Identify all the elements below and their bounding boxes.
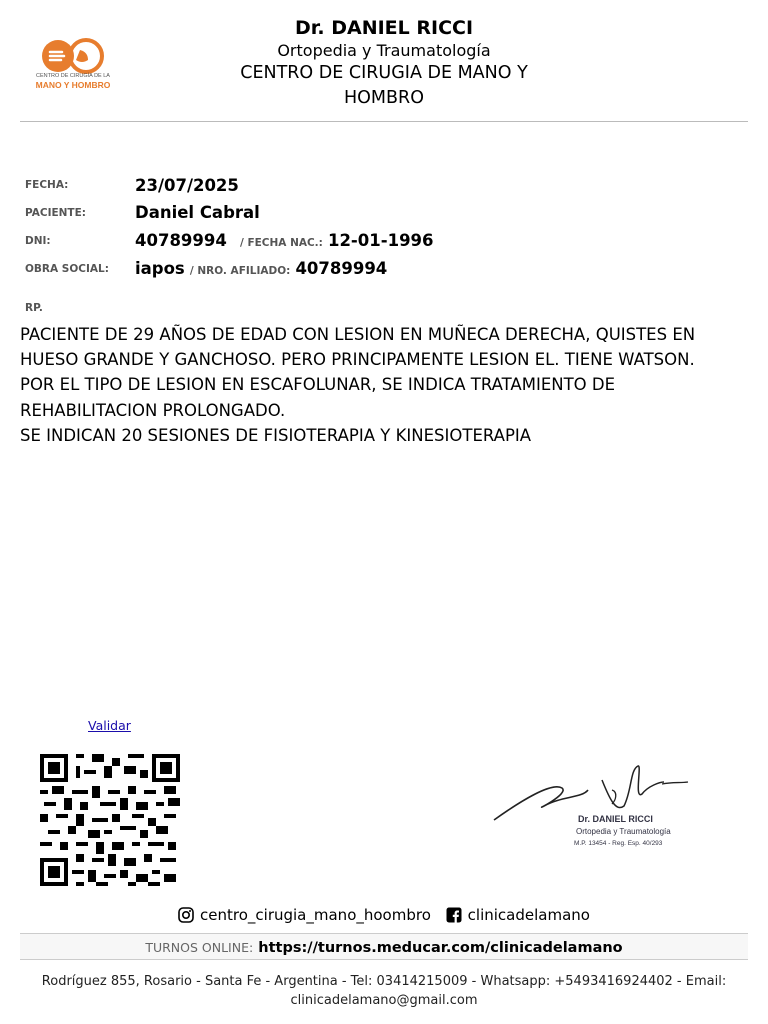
- handwritten-signature: [492, 720, 707, 890]
- validate-link[interactable]: Validar: [88, 718, 131, 733]
- turnos-online-bar: [20, 933, 748, 960]
- stamp-specialty: Ortopedia y Traumatología: [576, 827, 671, 836]
- stamp-registration: M.P. 13454 - Reg. Esp. 40/293: [574, 840, 663, 847]
- facebook-link[interactable]: [446, 906, 590, 924]
- header-divider: [20, 121, 748, 122]
- turnos-label: TURNOS ONLINE:: [145, 940, 254, 955]
- footer-address: Rodríguez 855, Rosario - Santa Fe - Argentina - Tel: 03414215009 - Whatsapp: +5493416924402 - Email: clinicadelamano@gmail.com: [41, 974, 727, 1008]
- doctor-specialty: Ortopedia y Traumatología: [277, 41, 491, 60]
- paciente-label: PACIENTE:: [25, 207, 86, 219]
- fecha-label: FECHA:: [25, 179, 69, 191]
- prescription-line: PACIENTE DE 29 AÑOS DE EDAD CON LESION EN MUÑECA DERECHA, QUISTES EN HUESO GRANDE Y GANCHOSO. PERO PRINCIPAMENTE LESION EL. TIENE WATSON.: [20, 325, 696, 370]
- facebook-handle: clinicadelamano: [467, 906, 590, 924]
- rp-label: RP.: [25, 302, 43, 314]
- instagram-handle: centro_cirugia_mano_hoombro: [200, 906, 431, 924]
- center-name-line1: CENTRO DE CIRUGIA DE MANO Y: [240, 63, 528, 83]
- clinic-logo: [30, 38, 116, 94]
- fecha-nac-value: 12-01-1996: [327, 231, 434, 250]
- doctor-signature-stamp: [492, 720, 707, 890]
- obra-social-value: iapos: [135, 259, 185, 278]
- stamp-name: Dr. DANIEL RICCI: [578, 814, 653, 824]
- dni-label: DNI:: [25, 235, 51, 247]
- center-name-line2: HOMBRO: [344, 88, 424, 108]
- dni-row: [135, 231, 434, 250]
- fecha-nac-label: / FECHA NAC.:: [239, 237, 323, 249]
- prescription-body: [20, 322, 750, 448]
- prescription-line: POR EL TIPO DE LESION EN ESCAFOLUNAR, SE INDICA TRATAMIENTO DE REHABILITACION PROLONGADO.: [20, 375, 616, 420]
- obra-social-row: [135, 259, 387, 278]
- paciente-value: Daniel Cabral: [135, 203, 260, 222]
- nro-afiliado-label: / NRO. AFILIADO:: [189, 265, 291, 277]
- fecha-value: 23/07/2025: [135, 176, 239, 195]
- logo-text-top: CENTRO DE CIRUGÍA DE LA: [36, 73, 110, 79]
- dni-value: 40789994: [135, 231, 227, 250]
- logo-circles-icon: [40, 38, 104, 74]
- qr-code: [40, 754, 180, 886]
- prescription-line: SE INDICAN 20 SESIONES DE FISIOTERAPIA Y KINESIOTERAPIA: [20, 425, 532, 445]
- turnos-url[interactable]: https://turnos.meducar.com/clinicadelamano: [258, 940, 623, 956]
- facebook-icon: [446, 907, 462, 923]
- instagram-icon: [178, 907, 194, 923]
- document-header: [120, 16, 648, 111]
- instagram-link[interactable]: [178, 906, 431, 924]
- social-links: [0, 906, 768, 927]
- doctor-name: Dr. DANIEL RICCI: [294, 17, 474, 39]
- obra-social-label: OBRA SOCIAL:: [25, 263, 109, 275]
- logo-text-bottom: MANO Y HOMBRO: [35, 80, 111, 90]
- nro-afiliado-value: 40789994: [295, 259, 388, 278]
